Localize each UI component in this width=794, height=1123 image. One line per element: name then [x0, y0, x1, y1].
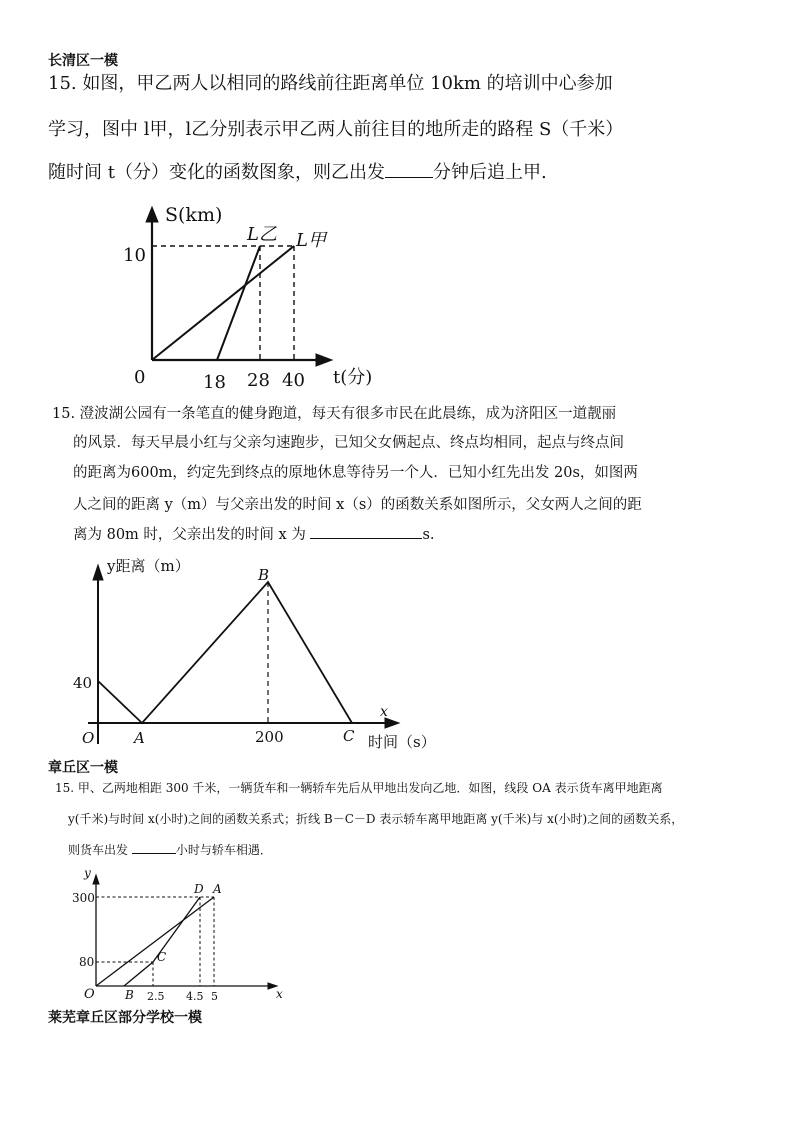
point-c-label: C: [157, 950, 167, 964]
y-axis-label: y距离（m）: [107, 557, 190, 575]
question-text-part: 随时间 t（分）变化的函数图象，则乙出发: [48, 162, 385, 183]
point-b-label: B: [258, 566, 270, 584]
x-tick-label: 5: [211, 990, 218, 1003]
x-axis-arrow: [316, 354, 332, 366]
point-c-label: C: [343, 727, 355, 745]
question-text: 人之间的距离 y（m）与父亲出发的时间 x（s）的函数关系如图所示，父女两人之间的距: [73, 497, 642, 513]
segment-oa: [96, 897, 214, 986]
origin-label: 0: [134, 367, 146, 388]
y-axis-arrow: [146, 207, 158, 222]
polyline-bcd: [124, 897, 200, 986]
question-text: 15. 澄波湖公园有一条笔直的健身跑道，每天有很多市民在此晨练，成为济阳区一道靓丽: [52, 406, 617, 422]
question-text-part: 则货车出发: [68, 843, 129, 857]
question-text: 15. 如图，甲乙两人以相同的路线前往距离单位 10km 的培训中心参加: [48, 73, 613, 94]
y-axis-label: y: [84, 866, 91, 880]
section-title: 莱芜章丘区部分学校一模: [48, 1010, 202, 1026]
x-tick-label: 2.5: [147, 990, 165, 1003]
question-text-part: 分钟后追上甲.: [432, 162, 547, 183]
x-tick-label: 28: [247, 370, 270, 391]
point-b-label: B: [125, 988, 134, 1002]
question-text: 学习，图中 l甲，l乙分别表示甲乙两人前往目的地所走的路程 S（千米）: [48, 119, 624, 140]
question-text-part: 离为 80m 时，父亲出发的时间 x 为: [73, 527, 306, 543]
question-text: 15. 甲、乙两地相距 300 千米，一辆货车和一辆轿车先后从甲地出发向乙地．如图，线段 OA 表示货车离甲地距离: [55, 781, 663, 795]
point-d-label: D: [194, 882, 204, 896]
question-text-part: s.: [422, 527, 435, 543]
origin-label: O: [84, 987, 95, 1002]
section-title: 长清区一模: [48, 53, 118, 69]
point-a-label: A: [134, 729, 145, 747]
question-text: [73, 527, 435, 543]
chart-truck-car: [93, 875, 277, 989]
x-tick-label: 40: [282, 370, 305, 391]
origin-label: O: [82, 729, 95, 747]
x-tick-label: 18: [203, 372, 226, 393]
x-axis-label: x: [276, 987, 283, 1001]
x-axis-label: x: [380, 704, 388, 720]
question-text: [68, 843, 272, 857]
y-tick-label: 40: [73, 674, 93, 692]
x-axis-unit: 时间（s）: [368, 733, 436, 751]
distance-polyline: [98, 582, 352, 723]
y-axis-arrow: [93, 875, 99, 884]
point-a-label: A: [213, 882, 222, 896]
y-tick-label: 10: [123, 245, 146, 266]
y-tick-label: 300: [72, 891, 95, 905]
y-axis-arrow: [93, 565, 103, 580]
question-text: 的风景．每天早晨小红与父亲匀速跑步，已知父女俩起点、终点均相同，起点与终点间: [73, 435, 624, 451]
x-tick-label: 4.5: [186, 990, 204, 1003]
line-label-yi: L乙: [247, 224, 277, 245]
question-text: y(千米)与时间 x(小时)之间的函数关系式；折线 B－C－D 表示轿车离甲地距离 y(千米)与 x(小时)之间的函数关系，: [68, 812, 684, 826]
y-axis-label: S(km): [165, 204, 223, 226]
section-title: 章丘区一模: [48, 760, 118, 776]
question-text-part: 小时与轿车相遇．: [175, 843, 272, 857]
answer-blank[interactable]: [310, 538, 422, 539]
question-text: 的距离为600m，约定先到终点的原地休息等待另一个人．已知小红先出发 20s，如图两: [73, 465, 638, 481]
y-tick-label: 80: [79, 955, 95, 969]
answer-blank[interactable]: [132, 853, 176, 854]
x-tick-label: 200: [255, 728, 284, 746]
line-label-jia: L甲: [296, 230, 326, 251]
chart-distance-between: [88, 565, 399, 744]
x-axis-label: t(分): [333, 367, 373, 388]
